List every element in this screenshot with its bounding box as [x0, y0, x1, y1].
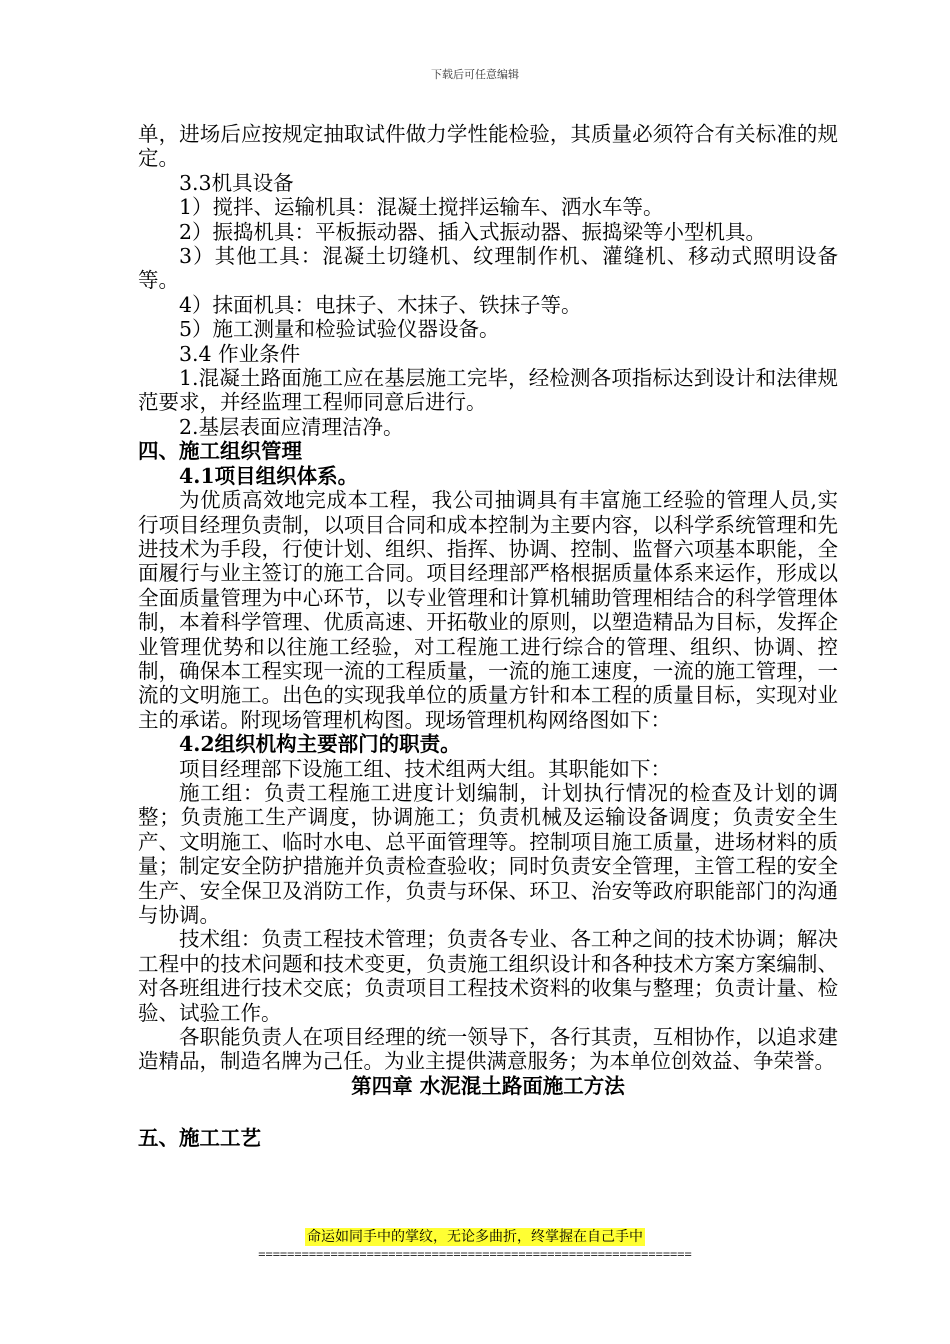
paragraph: 各职能负责人在项目经理的统一领导下，各行其责，互相协作，以追求建造精品，制造名牌为己任。为业主提供满意服务；为本单位创效益、争荣誉。 — [138, 1025, 838, 1074]
paragraph: 3.4 作业条件 — [179, 341, 301, 366]
subsection-heading: 4.1项目组织体系。 — [179, 463, 359, 488]
footer — [0, 1226, 950, 1261]
paragraph: 3）其他工具：混凝土切缝机、纹理制作机、灌缝机、移动式照明设备等。 — [138, 244, 838, 293]
paragraph: 5）施工测量和检验试验仪器设备。 — [179, 317, 500, 342]
chapter-title: 第四章 水泥混土路面施工方法 — [351, 1073, 625, 1098]
paragraph: 2.基层表面应清理洁净。 — [179, 414, 404, 439]
paragraph: 单，进场后应按规定抽取试件做力学性能检验，其质量必须符合有关标准的规定。 — [138, 122, 838, 171]
document-body — [138, 122, 838, 1151]
paragraph: 1）搅拌、运输机具：混凝土搅拌运输车、洒水车等。 — [179, 195, 664, 220]
header-note: 下载后可任意编辑 — [431, 68, 519, 81]
paragraph: 4）抹面机具：电抹子、木抹子、铁抹子等。 — [179, 292, 582, 317]
footer-rule: ============================================================ — [258, 1247, 692, 1261]
paragraph: 技术组：负责工程技术管理；负责各专业、各工种之间的技术协调；解决工程中的技术问题和技术变更，负责施工组织设计和各种技术方案方案编制、对各班组进行技术交底；负责项目工程技术资料的收集与整理；负责计量、检验、试验工作。 — [138, 927, 838, 1025]
paragraph: 项目经理部下设施工组、技术组两大组。其职能如下： — [179, 756, 671, 781]
section-heading: 五、施工工艺 — [138, 1126, 261, 1151]
paragraph: 1.混凝土路面施工应在基层施工完毕，经检测各项指标达到设计和法律规范要求，并经监理工程师同意后进行。 — [138, 366, 838, 415]
paragraph: 3.3机具设备 — [179, 170, 294, 195]
paragraph: 施工组：负责工程施工进度计划编制，计划执行情况的检查及计划的调整；负责施工生产调度，协调施工；负责机械及运输设备调度；负责安全生产、文明施工、临时水电、总平面管理等。控制项目施工质量，进场材料的质量；制定安全防护措施并负责检查验收；同时负责安全管理，主管工程的安全生产、安全保卫及消防工作，负责与环保、环卫、治安等政府职能部门的沟通与协调。 — [138, 780, 838, 927]
paragraph: 为优质高效地完成本工程，我公司抽调具有丰富施工经验的管理人员,实行项目经理负责制，以项目合同和成本控制为主要内容，以科学系统管理和先进技术为手段，行使计划、组织、指挥、协调、控制、监督六项基本职能，全面履行与业主签订的施工合同。项目经理部严格根据质量体系来运作，形成以全面质量管理为中心环节，以专业管理和计算机辅助管理相结合的科学管理体制，本着科学管理、优质高速、开拓敬业的原则，以塑造精品为目标，发挥企业管理优势和以往施工经验，对工程施工进行综合的管理、组织、协调、控制，确保本工程实现一流的工程质量，一流的施工速度，一流的施工管理，一流的文明施工。出色的实现我单位的质量方针和本工程的质量目标，实现对业主的承诺。附现场管理机构图。现场管理机构网络图如下： — [138, 488, 838, 732]
section-heading: 四、施工组织管理 — [138, 439, 302, 464]
spacer — [138, 1098, 838, 1126]
footer-slogan: 命运如同手中的掌纹，无论多曲折，终掌握在自己手中 — [307, 1229, 643, 1245]
subsection-heading: 4.2组织机构主要部门的职责。 — [179, 732, 461, 757]
paragraph: 2）振捣机具：平板振动器、插入式振动器、振捣梁等小型机具。 — [179, 219, 767, 244]
